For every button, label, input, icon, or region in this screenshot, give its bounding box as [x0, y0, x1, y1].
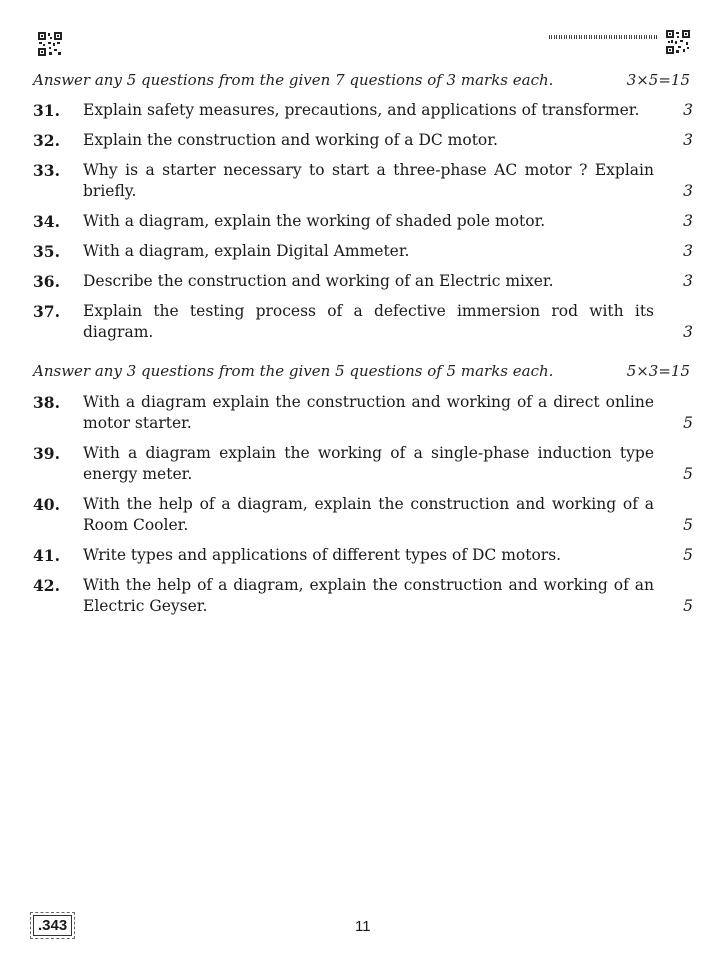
question-mark: 3 [683, 212, 693, 230]
question-number: 41. [33, 546, 60, 565]
question-33 [33, 160, 693, 202]
paper-code-box: .343 [33, 915, 72, 936]
question-38 [33, 392, 693, 434]
question-mark: 3 [683, 242, 693, 260]
question-number: 34. [33, 212, 60, 231]
section-1-instruction: Answer any 5 questions from the given 7 questions of 3 marks each. [33, 71, 554, 89]
section-2-marks: 5×3=15 [626, 362, 690, 380]
section-1-question-list [33, 100, 693, 352]
question-text: Explain safety measures, precautions, and applications of transformer. [83, 101, 640, 119]
question-mark: 5 [683, 546, 693, 564]
question-number: 42. [33, 576, 60, 595]
question-mark: 5 [683, 414, 693, 432]
question-31 [33, 100, 693, 121]
question-number: 39. [33, 444, 60, 463]
question-mark: 5 [683, 516, 693, 534]
question-mark: 3 [683, 272, 693, 290]
question-39 [33, 443, 693, 485]
question-35 [33, 241, 693, 262]
question-41 [33, 545, 693, 566]
question-34 [33, 211, 693, 232]
question-mark: 3 [683, 182, 693, 200]
question-text: With a diagram explain the working of a single-phase induction type energy meter. [83, 444, 654, 483]
question-text: With the help of a diagram, explain the construction and working of an Electric Geyser. [83, 576, 654, 615]
question-text: With a diagram, explain Digital Ammeter. [83, 242, 410, 260]
question-text: Describe the construction and working of an Electric mixer. [83, 272, 554, 290]
qr-code-icon-left [38, 32, 62, 56]
question-number: 35. [33, 242, 60, 261]
question-mark: 3 [683, 323, 693, 341]
question-36 [33, 271, 693, 292]
question-text: With a diagram explain the construction and working of a direct online motor starter. [83, 393, 654, 432]
question-text: Why is a starter necessary to start a three-phase AC motor ? Explain briefly. [83, 161, 654, 200]
section-2-question-list [33, 392, 693, 626]
question-mark: 5 [683, 465, 693, 483]
question-number: 38. [33, 393, 60, 412]
question-number: 37. [33, 302, 60, 321]
barcode-strip [549, 35, 659, 39]
question-text: Write types and applications of different types of DC motors. [83, 546, 562, 564]
section-2-heading [33, 362, 690, 380]
question-text: With a diagram, explain the working of shaded pole motor. [83, 212, 546, 230]
question-text: Explain the construction and working of a DC motor. [83, 131, 498, 149]
question-text: Explain the testing process of a defective immersion rod with its diagram. [83, 302, 654, 341]
section-1-heading [33, 71, 690, 89]
question-37 [33, 301, 693, 343]
question-mark: 3 [683, 131, 693, 149]
qr-code-icon-right [666, 30, 690, 54]
question-number: 32. [33, 131, 60, 150]
question-number: 33. [33, 161, 60, 180]
question-text: With the help of a diagram, explain the construction and working of a Room Cooler. [83, 495, 654, 534]
question-number: 31. [33, 101, 60, 120]
question-number: 36. [33, 272, 60, 291]
question-32 [33, 130, 693, 151]
question-40 [33, 494, 693, 536]
section-1-marks: 3×5=15 [626, 71, 690, 89]
question-number: 40. [33, 495, 60, 514]
question-mark: 5 [683, 597, 693, 615]
question-42 [33, 575, 693, 617]
page-number: 11 [355, 918, 371, 935]
section-2-instruction: Answer any 3 questions from the given 5 questions of 5 marks each. [33, 362, 554, 380]
question-mark: 3 [683, 101, 693, 119]
